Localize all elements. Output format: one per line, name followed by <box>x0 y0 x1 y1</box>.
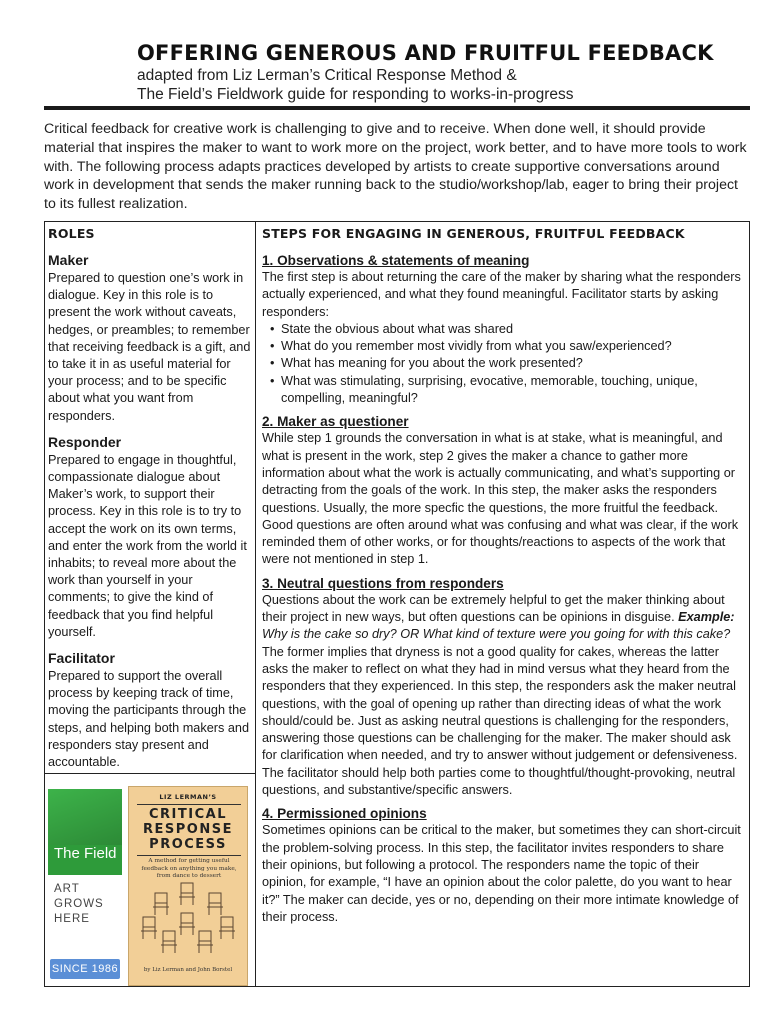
role-maker-name: Maker <box>48 252 89 268</box>
step-1-title: 1. Observations & statements of meaning <box>262 253 530 268</box>
book-divider-top <box>137 804 241 805</box>
roles-heading: ROLES <box>48 226 95 241</box>
step-3-title: 3. Neutral questions from responders <box>262 575 504 591</box>
page-title: OFFERING GENEROUS AND FRUITFUL FEEDBACK <box>137 41 714 65</box>
steps-column <box>255 222 749 986</box>
step-3-example-label: Example: <box>678 610 735 625</box>
step-3-text-b: The former implies that dryness is not a good quality for cakes, whereas the latter asks the maker to reflect on what they had in mind versus what they heard from the responders that they experienced. In this step, the responders ask the maker neutral questions, with the goal of opening up rather than directing ideas of what the work should/could be. Just as asking neutral questions is challenging for the responders, answering those questions can be challenging for the maker. The maker should ask for clarification when needed, and try to answer without judgement or defensiveness. The facilitator should help both parties come to thoughtful/thought-provoking, neutral questions, and substantive/specific answers. <box>262 644 738 798</box>
book-title-line-2: RESPONSE <box>143 822 233 837</box>
book-divider-bottom <box>137 855 241 856</box>
leaf-icon <box>48 789 122 845</box>
list-item: • State the obvious about what was shared <box>270 321 745 338</box>
header-divider <box>44 106 750 110</box>
list-item: • What has meaning for you about the work presented? <box>270 355 745 372</box>
the-field-name: The Field <box>54 845 117 862</box>
step-1-bullets <box>262 321 745 407</box>
list-item: • What do you remember most vividly from what you saw/experienced? <box>270 338 745 355</box>
subtitle-line-1: adapted from Liz Lerman’s Critical Response Method & <box>137 67 517 84</box>
list-item: • What was stimulating, surprising, evocative, memorable, touching, unique, compelling, meaningful? <box>270 373 745 408</box>
steps-heading: STEPS FOR ENGAGING IN GENEROUS, FRUITFUL FEEDBACK <box>262 226 685 241</box>
subtitle-line-2: The Field’s Fieldwork guide for responding to works-in-progress <box>137 86 574 103</box>
book-title <box>129 807 247 852</box>
step-4-title: 4. Permissioned opinions <box>262 806 427 822</box>
book-cover <box>128 786 248 986</box>
tagline-line-2: GROWS <box>54 898 104 910</box>
role-responder-text: Prepared to engage in thoughtful, compassionate dialogue about Maker’s work, to support their process. Key in this role is to try to accept the work on its own terms, and enter the work from the world it inhabits; to reveal more about the work than yourself in your comments; to give the kind of feedback that you find helpful yourself. <box>48 452 247 639</box>
book-subtitle: A method for getting useful feedback on anything you make, from dance to dessert <box>141 858 237 879</box>
step-1-text: The first step is about returning the care of the maker by sharing what the responders actually experienced, and what they found meaningful. Facilitator starts by asking responders: <box>262 270 741 319</box>
art-grows-here-tagline <box>54 882 104 927</box>
tagline-line-3: HERE <box>54 913 90 925</box>
step-2-text: While step 1 grounds the conversation in what is at stake, what is meaningful, and what is present in the work, step 2 gives the maker a chance to gather more information about what the work is actually communicating, and what’s supporting or detracting from the goals of the work. In this step, the maker asks the responders questions. Usually, the more specfic the questions, the more fruitful the feedback. Good questions are often around what was confusing and what was clear, if the work reminded them of other works, or for thoughts/reactions to aspects of the work that were not mentioned in step 1. <box>262 431 739 567</box>
intro-paragraph: Critical feedback for creative work is challenging to give and to receive. When done well, it should provide material that inspires the maker to want to work more on the project, work better, and to have more tools to work with. The following process adapts practices developed by artists to create supportive conversations around work in development that sends the maker running back to the studio/workshop/lab, eager to bring their project to its fullest realization. <box>44 121 747 213</box>
book-title-line-3: PROCESS <box>149 837 227 852</box>
step-4-text: Sometimes opinions can be critical to the maker, but sometimes they can short-circuit the problem-solving process. In this step, the facilitator invites responders to share their opinions, but following a protocol. The responders name the topic of their opinion, for example, “I have an opinion about the color palette, do you want to hear it?” The maker can decide, yes or no, depending on their more intimate knowledge of their process. <box>262 823 741 924</box>
book-authors: by Liz Lerman and John Borstel <box>143 967 233 973</box>
roles-column <box>45 222 255 774</box>
step-3-text-a: Questions about the work can be extremely helpful to get the maker thinking about their project in new ways, but often questions can be opinions in disguise. <box>262 592 725 625</box>
step-3-text <box>262 592 745 800</box>
since-badge: SINCE 1986 <box>50 959 120 979</box>
book-title-line-1: CRITICAL <box>149 807 227 822</box>
tagline-line-1: ART <box>54 883 80 895</box>
role-facilitator-name: Facilitator <box>48 650 115 667</box>
chairs-circle-icon <box>141 879 237 959</box>
header <box>137 40 737 104</box>
role-responder-name: Responder <box>48 433 122 450</box>
role-maker-text: Prepared to question one’s work in dialogue. Key in this role is to present the work without caveats, hedges, or preambles; to remember that receiving feedback is a gift, and to take it in as useful material for your process; and to be specific about what you want from responders. <box>48 271 251 423</box>
the-field-logo <box>48 789 122 875</box>
step-3-example-text: Why is the cake so dry? OR What kind of texture were you going for with this cake? <box>262 627 731 642</box>
book-brand: LIZ LERMAN’S <box>159 793 217 801</box>
role-facilitator-text: Prepared to support the overall process by keeping track of time, moving the participants through the steps, and helping both makers and responders stay present and accountable. <box>48 669 250 770</box>
step-2-title: 2. Maker as questioner <box>262 414 409 430</box>
